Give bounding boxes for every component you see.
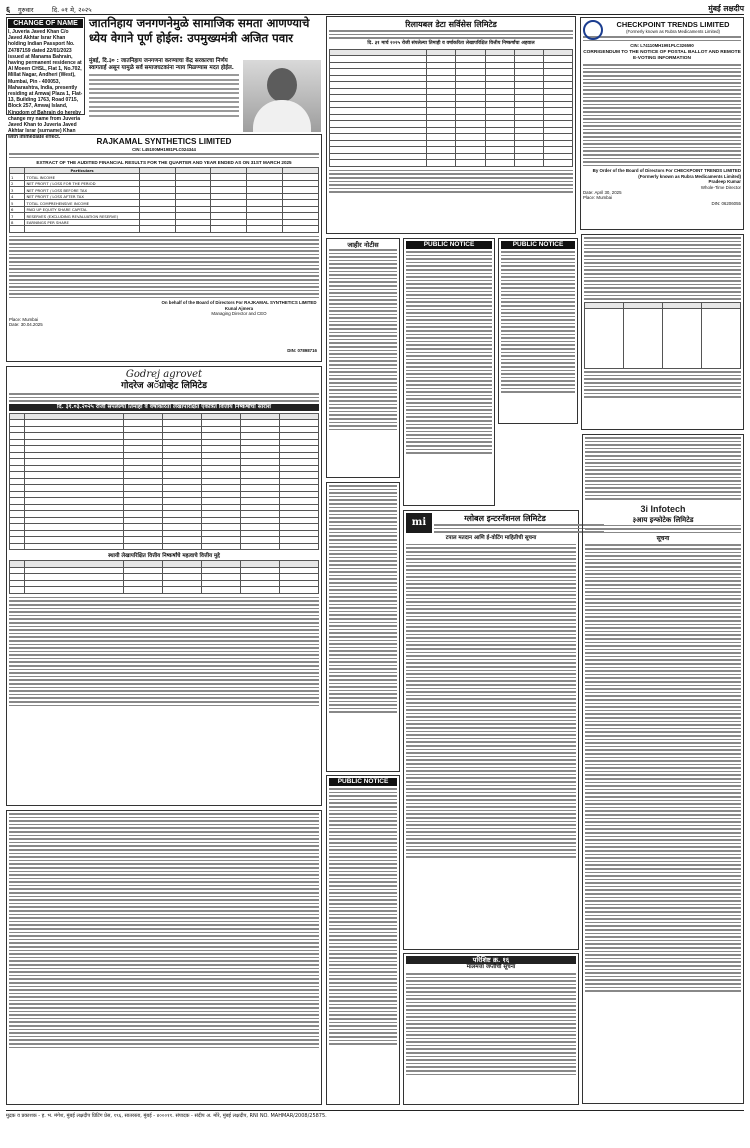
rajkamal-name: RAJKAMAL SYNTHETICS LIMITED: [96, 137, 232, 146]
page-number: ६: [6, 4, 11, 14]
checkpoint-signatory: Pradeep Kumar: [708, 179, 741, 185]
headline-line-1: जातनिहाय जनगणनेमुळे सामाजिक समता आणण्याचे: [89, 16, 310, 30]
rajkamal-row-label: TOTAL INCOME: [25, 174, 139, 181]
infotech-company: ३आय इन्फोटेक लिमिटेड: [632, 514, 694, 524]
infotech-notice-ad: [582, 434, 744, 1104]
date-label: दि. ०१ मे, २०२५: [52, 6, 92, 14]
portrait-head: [267, 68, 297, 102]
change-of-name-title: CHANGE OF NAME: [8, 19, 83, 28]
rajkamal-cin: CIN: L45100MH1981PLC024344: [132, 147, 196, 152]
headline-line-2: ध्येय वेगाने पूर्ण होईल: उपमुख्यमंत्री अजित पवार: [89, 31, 293, 45]
public-notice-ad-1: [403, 238, 495, 506]
godrej-sub-title: स्थायी लेखापरिक्षित वित्तीय निष्कर्षांचे महत्वाचे वित्तीय मुद्दे: [108, 553, 220, 560]
global-international-ad: [403, 510, 579, 950]
checkpoint-date: Date: April 30, 2025: [583, 190, 622, 196]
right-marathi-notice: [581, 234, 744, 430]
checkpoint-designation: Whole-Time Director: [700, 184, 741, 190]
rajkamal-row-label: TOTAL COMPREHENSIVE INCOME: [25, 200, 139, 207]
schedule-title: परिशिष्ट क्र. १६: [406, 956, 576, 964]
rajkamal-extract-title: EXTRACT OF THE AUDITED FINANCIAL RESULTS FOR THE QUARTER AND YEAR ENDED AS ON 31ST MARCH 2025: [36, 160, 292, 166]
rajkamal-place: Place: Mumbai: [9, 316, 39, 322]
chokhani-name: ग्लोबल इन्टरनॅशनल लिमिटेड: [464, 513, 546, 523]
checkpoint-byorder: By Order of the Board of Directors For CHECKPOINT TRENDS LIMITED (Formerly known as Rubra Medicaments Limited): [592, 168, 741, 179]
masthead: [6, 4, 744, 14]
checkpoint-formerly: (Formerly known as Rubra Medicaments Limited): [626, 29, 720, 34]
bottom-left-notice: [6, 810, 322, 1105]
rajkamal-signatory: Kunal Ajmera: [224, 305, 254, 311]
rajkamal-particulars-header: Particulars: [25, 167, 139, 174]
change-of-name-body: I, Juveria Javed Khan C/o Javed Akhtar Israr Khan holding Indian Passport No. Z4787159 dated 22/01/2023 issued at Manama Bahrain, having permanent residence at Al Moeen CHSL, Flat 1, No.702, Millat Nagar, Andheri (West), Mumbai, Pin - 400053, Maharashtra, India, presently residing at Amwaj Plaza 1, Flat-13, Building 1763, Road 0715, Block 257, Amwaj Island, Kingdom of Bahrain do hereby change my name from Juveria Javed Khan to Juveria Javed Akhtar Israr (surname) Khan with immediate effect.: [8, 29, 83, 141]
lead-story-text: मुंबई, दि.३० : जातनिहाय जनगणना करण्याचा केंद्र सरकारचा निर्णय स्वागतार्ह असून यामुळे सर्व समाजघटकांना न्याय मिळण्यास मदत होईल.: [89, 58, 234, 71]
checkpoint-trends-ad: [580, 17, 744, 230]
reliable-results-table: [329, 49, 573, 167]
rajkamal-signoff: On behalf of the Board of Directors For RAJKAMAL SYNTHETICS LIMITED: [161, 300, 317, 306]
rajkamal-row-label: EARNINGS PER SHARE: [25, 219, 139, 226]
reliable-data-ad: [326, 16, 576, 234]
center-narrow-notice: [326, 482, 400, 772]
checkpoint-din: DIN: 06206055: [711, 200, 741, 206]
infotech-notice-title: सूचना: [656, 535, 670, 543]
rajkamal-row-label: PAID UP EQUITY SHARE CAPITAL: [25, 206, 139, 213]
godrej-name: गोदरेज अॅग्रोव्हेट लिमिटेड: [121, 381, 207, 391]
right-notice-table: [584, 302, 741, 370]
checkpoint-notice-title: CORRIGENDUM TO THE NOTICE OF POSTAL BALLOT AND REMOTE E-VOTING INFORMATION: [583, 50, 741, 62]
change-of-name-ad: [6, 17, 85, 141]
checkpoint-cin: CIN: L74110MH1991PLC326590: [630, 43, 694, 49]
schedule-notice-ad: [403, 953, 579, 1105]
masthead-rule: [6, 14, 744, 15]
checkpoint-place: Place: Mumbai: [583, 195, 613, 201]
checkpoint-name: CHECKPOINT TRENDS LIMITED: [616, 20, 730, 29]
rajkamal-row-label: NET PROFIT / LOSS FOR THE PERIOD: [25, 180, 139, 187]
rajkamal-row-label: RESERVES (EXCLUDING REVALUATION RESERVE): [25, 213, 139, 220]
godrej-agrovet-ad: [6, 366, 322, 806]
public-notice-ad-2: [498, 238, 578, 424]
godrej-result-title: दि. ३१.०३.२०२५ रोजी संपलेल्या तिमाही व वर्षाकरिता लेखापरिक्षित एकत्रित वित्तीय निष्कर्षांचा सारांश: [9, 404, 319, 411]
rajkamal-results-ad: [6, 134, 322, 362]
day-label: गुरुवार: [18, 6, 34, 14]
infotech-logo: 3i Infotech: [640, 503, 686, 514]
jaher-notice-ad-1: [326, 238, 400, 478]
rajkamal-din: DIN: 07898716: [287, 348, 317, 353]
deputy-cm-photo: [243, 60, 321, 132]
rajkamal-row-label: NET PROFIT / LOSS AFTER TAX: [25, 193, 139, 200]
public-notice-title-3: PUBLIC NOTICE: [329, 778, 397, 786]
reliable-name: रिलायबल डेटा सर्विसेस लिमिटेड: [405, 19, 497, 29]
checkpoint-logo-icon: [583, 20, 603, 40]
lead-story-body: [89, 58, 239, 131]
rajkamal-designation: Managing Director and CEO: [211, 311, 267, 317]
reliable-title: दि. ३१ मार्च २०२५ रोजी संपलेल्या तिमाही व वर्षाकरिता लेखापरिक्षित वित्तीय निष्कर्षांचा अहवाल: [367, 40, 535, 46]
rajkamal-row-label: NET PROFIT / LOSS BEFORE TAX: [25, 187, 139, 194]
edition-name: मुंबई लक्षदीप: [708, 4, 744, 13]
imprint-footer: मुद्रक व प्रकाशक - ह. भ. मंगेश, मुंबई लक्षदीप प्रिंटिंग प्रेस, १९६, सातरस्ता, मुंबई - ४०००११. संपादक - संदीप अ. मोरे, मुंबई लक्षदीप, RNI NO. MAHMAR/2008/25875.: [6, 1113, 327, 1119]
company-logo-icon: mi: [406, 513, 432, 533]
public-notice-title-1: PUBLIC NOTICE: [406, 241, 492, 249]
chokhani-sub: टपाल मतदान आणि ई-वोटिंग माहितीची सूचना: [445, 534, 537, 541]
jaher-notice-title: जाहीर नोटीस: [347, 241, 379, 249]
public-notice-title-2: PUBLIC NOTICE: [501, 241, 575, 249]
schedule-heading: मालमत्ता जप्तीची सूचना: [466, 964, 516, 970]
godrej-logo: Godrej agrovet: [125, 369, 203, 380]
footer-rule: [6, 1110, 744, 1111]
portrait-body: [253, 100, 311, 132]
godrej-consolidated-table: [9, 413, 319, 551]
lead-headline: [89, 16, 323, 58]
rajkamal-date: Date: 30.04.2025: [9, 322, 43, 328]
godrej-standalone-table: [9, 560, 319, 594]
rajkamal-results-table: Particulars 1 TOTAL INCOME 2 NET PROFIT / LOSS FOR THE PERIOD 3 NET PROFIT / LOSS BEFORE TAX 4 NET PROFIT / LOSS AFTER TAX 5 TOTAL COMPREHENSIVE INCOME 6 PAID UP EQUITY SHARE CAPITAL 7 RESERVES (EXCLUDING REVALUATION RESERVE) 8 EARNINGS PER SHARE: [9, 167, 319, 233]
public-notice-ad-3: [326, 775, 400, 1105]
